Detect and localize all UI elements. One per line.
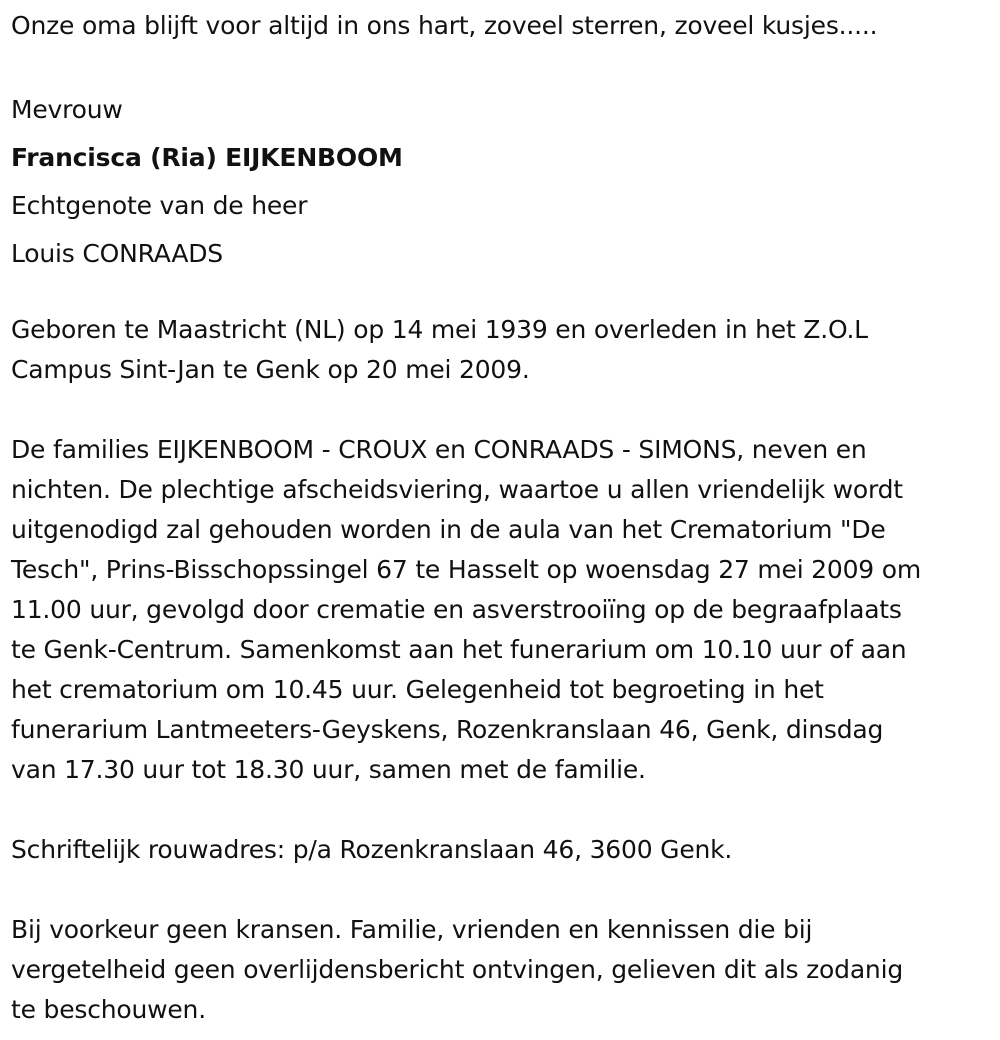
paragraph-line: uitgenodigd zal gehouden worden in de aula van het Crematorium "De <box>11 515 886 544</box>
paragraph-line: Geboren te Maastricht (NL) op 14 mei 1939 en overleden in het Z.O.L <box>11 315 868 344</box>
paragraph-line: nichten. De plechtige afscheidsviering, waartoe u allen vriendelijk wordt <box>11 475 903 504</box>
intro-text: Onze oma blijft voor altijd in ons hart, zoveel sterren, zoveel kusjes..... <box>11 11 878 40</box>
mourning-address: Schriftelijk rouwadres: p/a Rozenkranslaan 46, 3600 Genk. <box>11 835 733 864</box>
birth-death-paragraph <box>11 310 868 390</box>
paragraph-line: Tesch", Prins-Bisschopssingel 67 te Hasselt op woensdag 27 mei 2009 om <box>11 555 921 584</box>
paragraph-line: te Genk-Centrum. Samenkomst aan het funerarium om 10.10 uur of aan <box>11 635 907 664</box>
deceased-block <box>11 86 403 278</box>
paragraph-line: 11.00 uur, gevolgd door crematie en asverstrooiïng op de begraafplaats <box>11 595 902 624</box>
paragraph-line: van 17.30 uur tot 18.30 uur, samen met de familie. <box>11 755 646 784</box>
paragraph-line: het crematorium om 10.45 uur. Gelegenheid tot begroeting in het <box>11 675 824 704</box>
paragraph-line: Bij voorkeur geen kransen. Familie, vrienden en kennissen die bij <box>11 915 813 944</box>
deceased-name: Francisca (Ria) EIJKENBOOM <box>11 143 403 172</box>
closing-paragraph <box>11 910 903 1030</box>
relation-text: Echtgenote van de heer <box>11 191 308 220</box>
paragraph-line: vergetelheid geen overlijdensbericht ontvingen, gelieven dit als zodanig <box>11 955 903 984</box>
paragraph-line: De families EIJKENBOOM - CROUX en CONRAADS - SIMONS, neven en <box>11 435 867 464</box>
paragraph-line: Campus Sint-Jan te Genk op 20 mei 2009. <box>11 355 530 384</box>
mourning-address-paragraph <box>11 830 732 870</box>
spouse-name: Louis CONRAADS <box>11 239 223 268</box>
salutation: Mevrouw <box>11 95 123 124</box>
paragraph-line: funerarium Lantmeeters-Geyskens, Rozenkranslaan 46, Genk, dinsdag <box>11 715 884 744</box>
family-notice-paragraph <box>11 430 921 790</box>
paragraph-line: te beschouwen. <box>11 995 206 1024</box>
